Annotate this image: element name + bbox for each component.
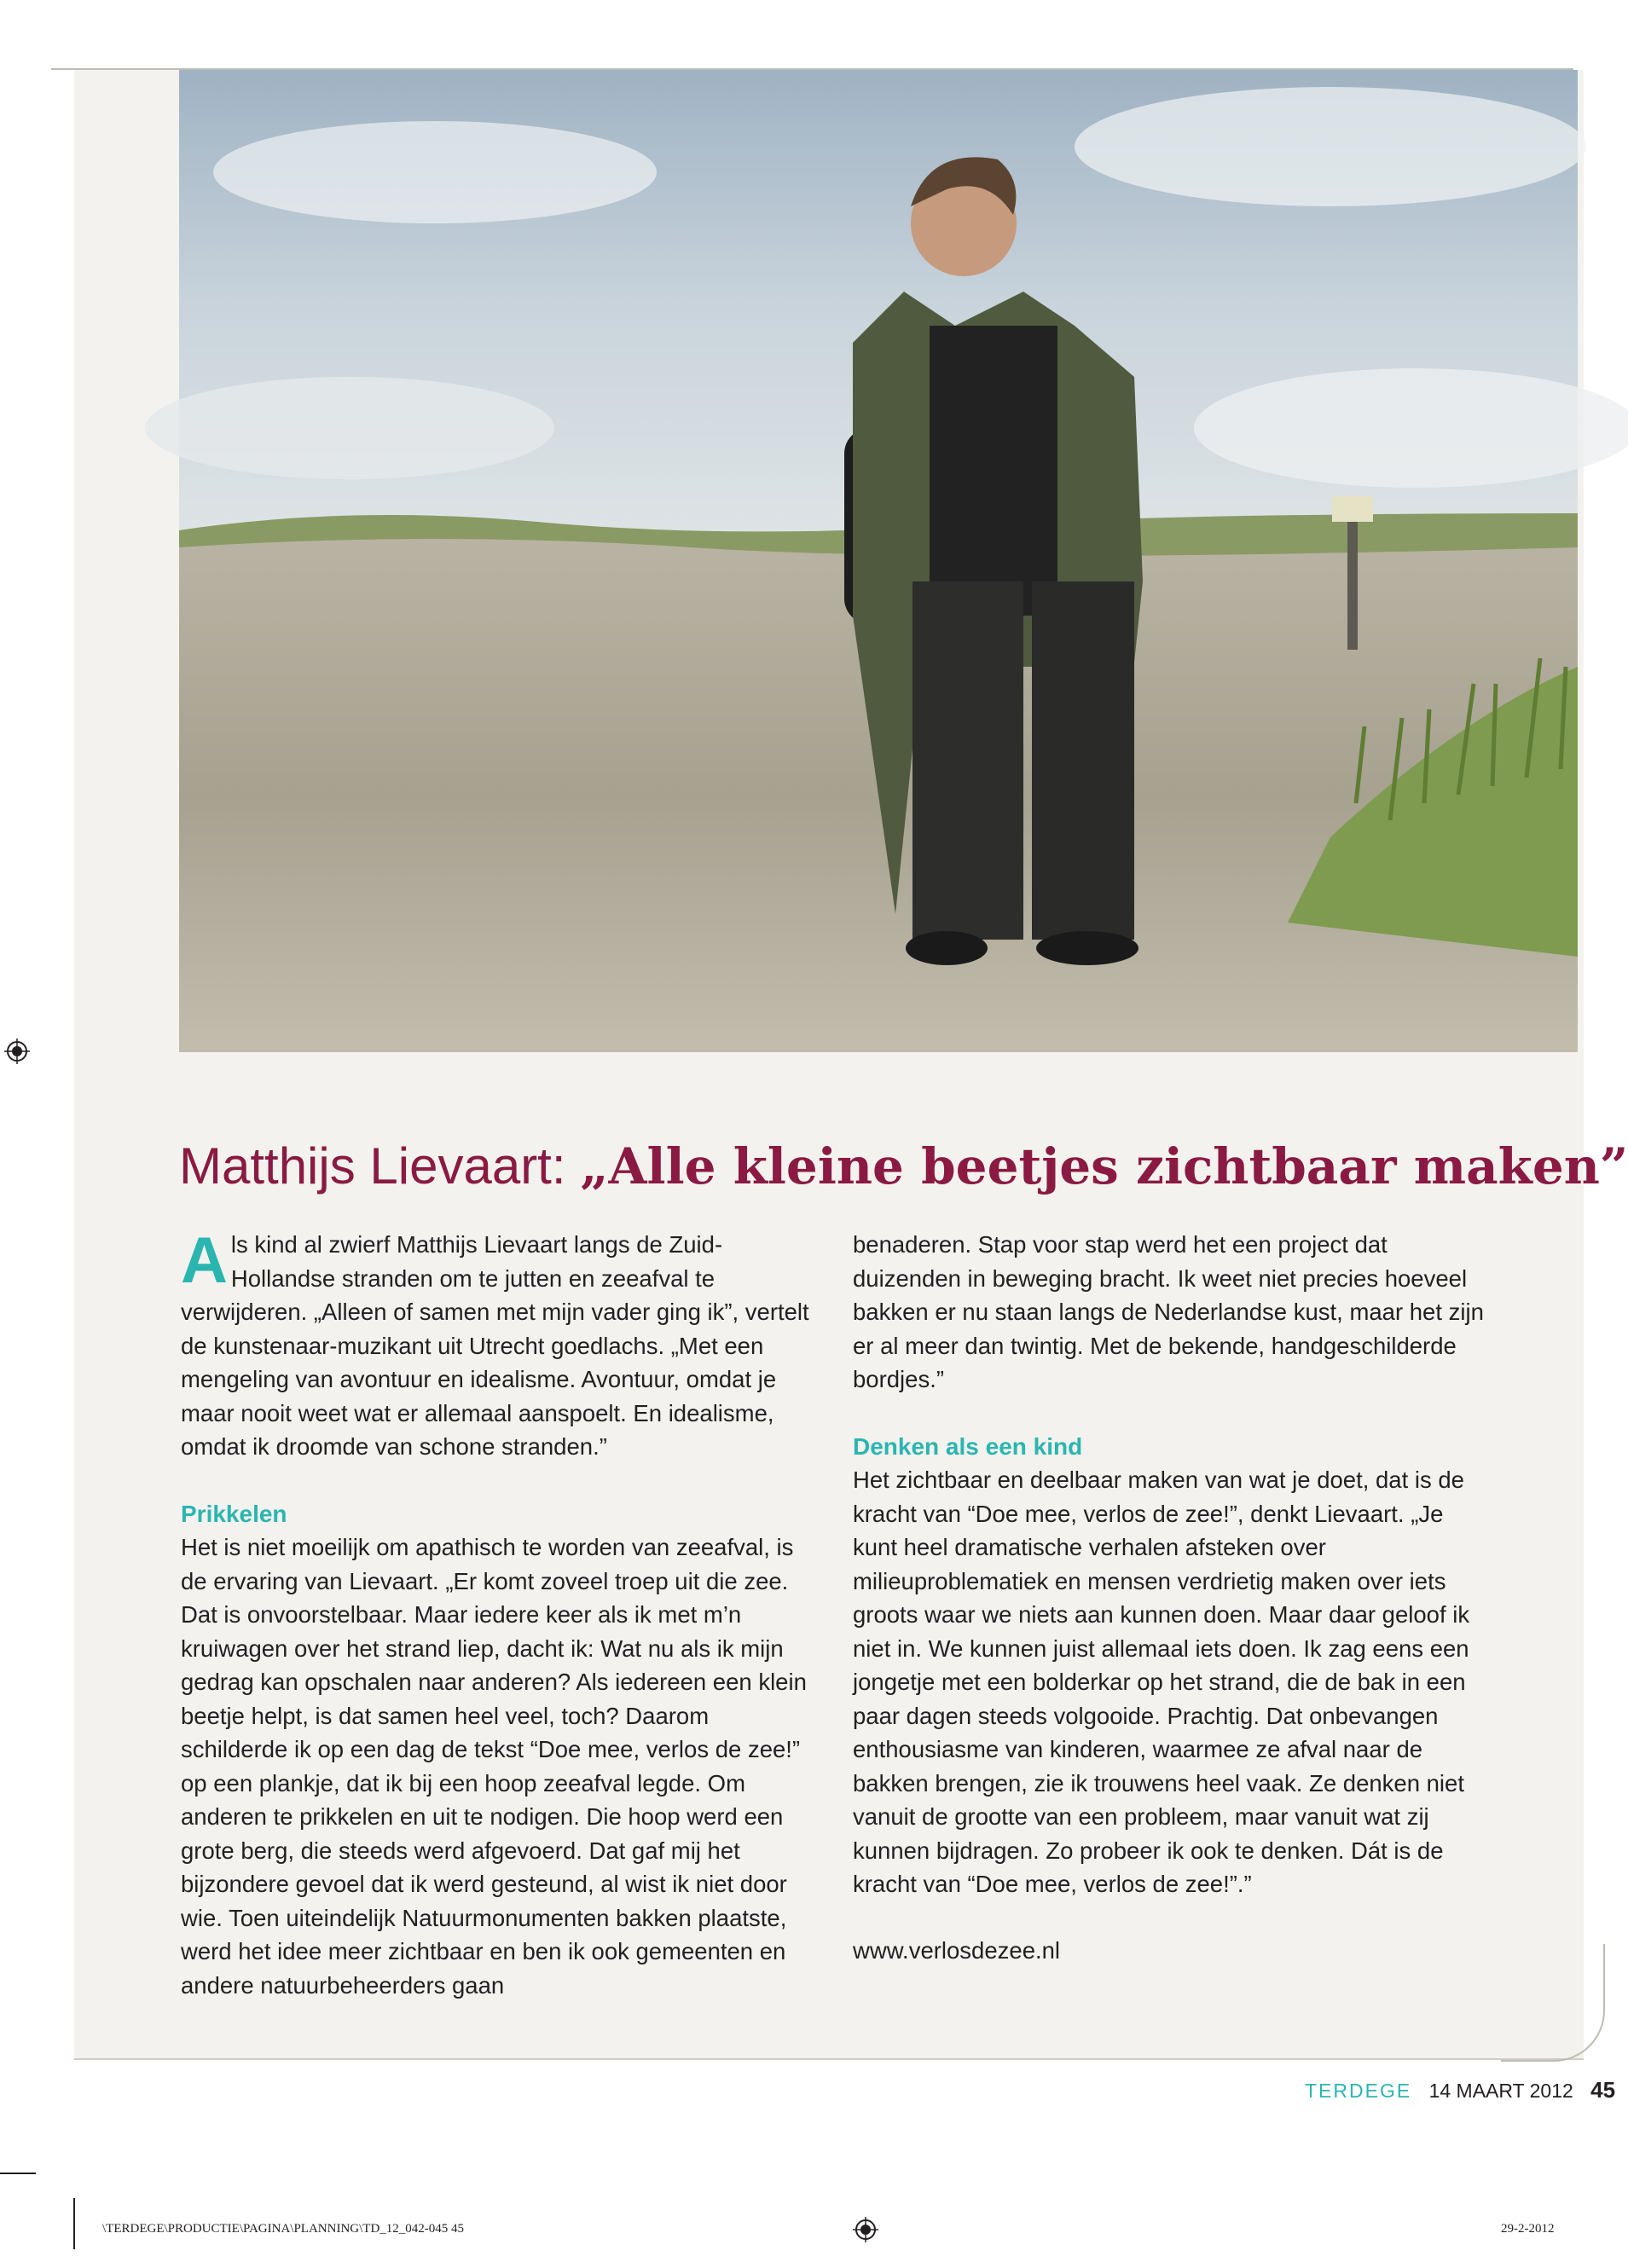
drop-cap: A (181, 1224, 228, 1297)
column-left (181, 1224, 812, 2002)
article-headline (179, 1134, 1628, 1199)
crop-mark (0, 2173, 36, 2174)
column-right (853, 1228, 1484, 1967)
website-link[interactable]: www.verlosdezee.nl (853, 1936, 1061, 1964)
headline-quote: „Alle kleine beetjes zichtbaar maken” (580, 1137, 1628, 1196)
article-photo (179, 70, 1578, 1052)
registration-mark-icon (853, 2217, 878, 2242)
page-footer (1305, 2077, 1615, 2103)
print-slug-date: 29-2-2012 (1501, 2222, 1555, 2236)
body-paragraph-continued: benaderen. Stap voor stap werd het een project dat duizenden in beweging bracht. Ik weet niet precies hoeveel bakken er nu staan langs de Nederlandse kust, maar het zijn er al meer dan twintig. Met de bekende, handgeschilderde bordjes.” (853, 1231, 1484, 1392)
subheading-prikkelen: Prikkelen (181, 1500, 287, 1527)
body-paragraph-denken: Het zichtbaar en deelbaar maken van wat je doet, dat is de kracht van “Doe mee, verlos de zee!”, denkt Lievaart. „Je kunt heel dramatische verhalen afsteken over milieuproblematiek en mensen verdrietig maken over iets groots waar we niets aan kunnen doen. Maar daar geloof ik niet in. We kunnen juist allemaal iets doen. Ik zag eens een jongetje met een bolderkar op het strand, die de bak in een paar dagen steeds volgooide. Prachtig. Dat onbevangen enthousiasme van kinderen, waarmee ze afval naar de bakken brengen, zie ik trouwens heel vaak. Ze denken niet vanuit de grootte van een probleem, maar vanuit wat zij kunnen bijdragen. Zo probeer ik ook te denken. Dát is de kracht van “Doe mee, verlos de zee!”.” (853, 1467, 1470, 1897)
page-number: 45 (1590, 2077, 1616, 2103)
panel-corner (1501, 1944, 1605, 2062)
magazine-name: TERDEGE (1305, 2080, 1412, 2102)
crop-mark (73, 2198, 75, 2249)
issue-date: 14 MAART 2012 (1428, 2080, 1573, 2102)
body-paragraph-prikkelen: Het is niet moeilijk om apathisch te worden van zeeafval, is de ervaring van Lievaart. „Er komt zoveel troep uit die zee. Dat is onvoorstelbaar. Maar iedere keer als ik met m’n kruiwagen over het strand liep, dacht ik: Wat nu als ik mijn gedrag kan opschalen naar anderen? Als iedereen een klein beetje helpt, is dat samen heel veel, toch? Daarom schilderde ik op een dag de tekst “Doe mee, verlos de zee!” op een plankje, dat ik bij een hoop zeeafval legde. Om anderen te prikkelen en uit te nodigen. Die hoop werd een grote berg, die steeds werd afgevoerd. Dat gaf mij het bijzondere gevoel dat ik werd gesteund, al wist ik niet door wie. Toen uiteindelijk Natuurmonumenten bakken plaatste, werd het idee meer zichtbaar en ben ik ook gemeenten en andere natuurbeheerders gaan (181, 1534, 807, 1999)
intro-text: ls kind al zwierf Matthijs Lievaart langs de Zuid-Hollandse stranden om te jutten en zeeafval te verwijderen. „Alleen of samen met mijn vader ging ik”, vertelt de kunstenaar-muzikant uit Utrecht goedlachs. „Met een mengeling van avontuur en idealisme. Avontuur, omdat je maar nooit weet wat er allemaal aanspoelt. En idealisme, omdat ik droomde van schone stranden.” (181, 1231, 809, 1460)
intro-paragraph (181, 1224, 812, 1464)
registration-mark-icon (4, 1039, 30, 1064)
beach-portrait-illustration (179, 70, 1578, 1052)
headline-name: Matthijs Lievaart: (179, 1137, 566, 1195)
subheading-denken: Denken als een kind (853, 1432, 1083, 1460)
print-slug-path: \TERDEGE\PRODUCTIE\PAGINA\PLANNING\TD_12_042-045 45 (102, 2222, 465, 2236)
